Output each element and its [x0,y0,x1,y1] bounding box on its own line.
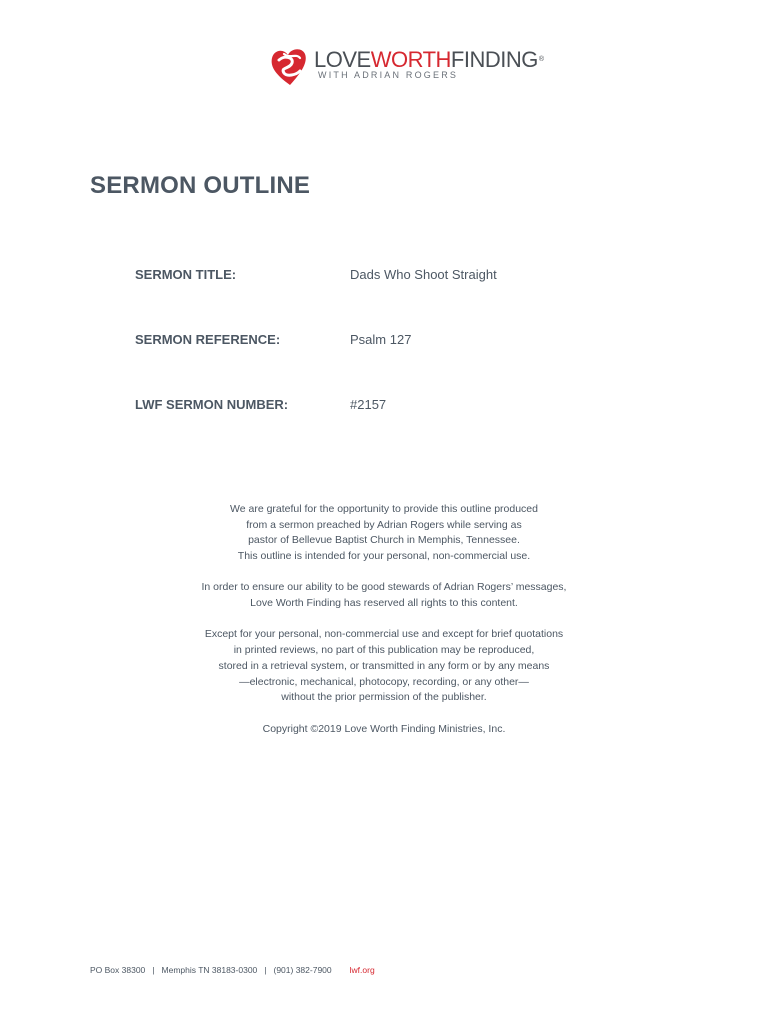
logo [270,45,544,89]
heart-ribbon-icon [270,45,310,89]
notice-paragraph-permissions [134,627,634,706]
registered-mark: ® [538,56,544,63]
footer-separator: | [264,965,267,975]
sermon-title-value: Dads Who Shoot Straight [350,267,497,282]
notice-line: Except for your personal, non-commercial use and except for brief quotations [204,628,564,641]
page-title: SERMON OUTLINE [90,172,311,199]
sermon-number-value: #2157 [350,397,387,412]
logo-word-finding: FINDING [450,47,538,72]
notice-line: stored in a retrieval system, or transmitted in any form or by any means [218,659,550,672]
footer-city: Memphis TN 38183-0300 [161,965,258,975]
notice-line: in printed reviews, no part of this publication may be reproduced, [233,644,535,657]
sermon-number-row [135,397,655,412]
footer-po-box: PO Box 38300 [90,965,146,975]
sermon-title-label: SERMON TITLE: [135,267,237,282]
logo-tagline: WITH ADRIAN ROGERS [318,70,459,80]
rights-notice [134,502,634,753]
notice-line: without the prior permission of the publisher. [281,691,487,704]
footer-phone: (901) 382-7900 [273,965,332,975]
sermon-reference-row [135,332,655,347]
notice-line: In order to ensure our ability to be good stewards of Adrian Rogers’ messages, [201,581,567,594]
notice-line: —electronic, mechanical, photocopy, recording, or any other— [239,675,529,688]
notice-paragraph-gratitude [134,502,634,565]
sermon-title-row [135,267,655,282]
notice-line: from a sermon preached by Adrian Rogers while serving as [246,518,522,531]
sermon-reference-label: SERMON REFERENCE: [135,332,281,347]
logo-word-worth: WORTH [370,47,451,72]
sermon-reference-value: Psalm 127 [350,332,412,347]
notice-line: This outline is intended for your personal, non-commercial use. [237,550,531,563]
notice-line: We are grateful for the opportunity to provide this outline produced [230,503,538,515]
notice-line: pastor of Bellevue Baptist Church in Memphis, Tennessee. [248,534,520,547]
footer-separator: | [152,965,155,975]
notice-paragraph-stewardship [134,580,634,611]
logo-text [314,45,544,80]
footer-website-link[interactable]: lwf.org [349,965,375,975]
notice-line: Love Worth Finding has reserved all rights to this content. [250,597,518,610]
logo-word-love: LOVE [314,47,371,72]
sermon-number-label: LWF SERMON NUMBER: [135,397,289,412]
footer-contact [90,965,375,975]
copyright-notice: Copyright ©2019 Love Worth Finding Ministries, Inc. [262,722,506,735]
